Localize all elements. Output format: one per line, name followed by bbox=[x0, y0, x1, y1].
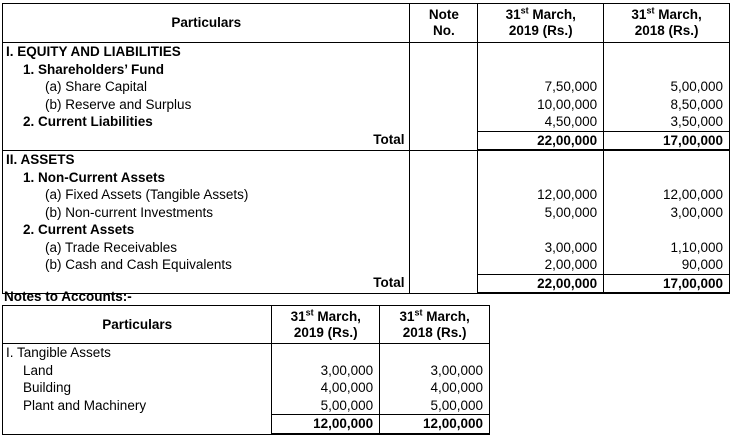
investments-2019: 5,00,000 bbox=[544, 204, 598, 220]
assets-section bbox=[3, 151, 730, 294]
assets-total-2019: 22,00,000 bbox=[478, 274, 603, 294]
non-current-assets-label: 1. Non-Current Assets bbox=[23, 169, 166, 185]
header-2019 bbox=[478, 4, 604, 43]
land-2019: 3,00,000 bbox=[320, 362, 374, 378]
equity-total-2018: 17,00,000 bbox=[604, 131, 729, 151]
notes-header-2018-line2: 2018 (Rs.) bbox=[402, 324, 467, 340]
current-liabilities-2019: 4,50,000 bbox=[544, 114, 598, 129]
share-capital-label: (a) Share Capital bbox=[45, 79, 148, 94]
plant-2019: 5,00,000 bbox=[320, 397, 374, 413]
land-2018: 3,00,000 bbox=[430, 362, 483, 378]
share-capital-2019: 7,50,000 bbox=[544, 79, 598, 94]
equity-total-label: Total bbox=[373, 131, 405, 147]
fixed-assets-2018: 12,00,000 bbox=[662, 187, 723, 202]
investments-2018: 3,00,000 bbox=[670, 204, 723, 220]
building-2018: 4,00,000 bbox=[430, 380, 483, 395]
shareholders-fund-label: 1. Shareholders’ Fund bbox=[23, 61, 165, 77]
assets-note-cell bbox=[410, 151, 478, 294]
equity-title: I. EQUITY AND LIABILITIES bbox=[6, 44, 181, 59]
notes-2018-values bbox=[380, 344, 490, 435]
header-note-no bbox=[410, 4, 478, 43]
notes-2019-values bbox=[272, 344, 380, 435]
header-2019-line2: 2019 (Rs.) bbox=[508, 23, 573, 38]
equity-total-2019: 22,00,000 bbox=[478, 131, 603, 151]
land-label: Land bbox=[23, 362, 54, 378]
tangible-assets-label: I. Tangible Assets bbox=[6, 345, 111, 360]
header-note-line2: No. bbox=[433, 23, 455, 38]
cash-2019: 2,00,000 bbox=[544, 257, 598, 272]
notes-header-2019-line2: 2019 (Rs.) bbox=[293, 324, 358, 340]
notes-total-2019: 12,00,000 bbox=[272, 414, 379, 434]
share-capital-2018: 5,00,000 bbox=[670, 79, 723, 94]
notes-table bbox=[2, 305, 490, 435]
cash-2018: 90,000 bbox=[681, 257, 723, 272]
header-2019-line1: 31st March, bbox=[505, 5, 576, 22]
fixed-assets-2019: 12,00,000 bbox=[537, 187, 598, 202]
plant-2018: 5,00,000 bbox=[430, 397, 483, 413]
assets-2019-values bbox=[478, 151, 604, 294]
assets-total-label: Total bbox=[373, 274, 405, 290]
plant-machinery-label: Plant and Machinery bbox=[23, 397, 147, 413]
equity-note-cell bbox=[410, 43, 478, 151]
assets-particulars bbox=[3, 151, 410, 294]
header-particulars: Particulars bbox=[3, 4, 410, 43]
current-liabilities-2018: 3,50,000 bbox=[670, 114, 723, 129]
receivables-2019: 3,00,000 bbox=[544, 239, 598, 255]
trade-receivables-label: (a) Trade Receivables bbox=[45, 239, 178, 255]
assets-title: II. ASSETS bbox=[6, 152, 75, 167]
notes-body-row bbox=[3, 344, 490, 435]
notes-particulars bbox=[3, 344, 272, 435]
header-2018-line1: 31st March, bbox=[631, 5, 702, 22]
balance-sheet-header-row bbox=[3, 4, 730, 43]
assets-total-2018: 17,00,000 bbox=[604, 274, 729, 294]
notes-header-2018-line1: 31st March, bbox=[399, 307, 470, 324]
receivables-2018: 1,10,000 bbox=[670, 239, 723, 255]
current-liabilities-label: 2. Current Liabilities bbox=[23, 114, 153, 129]
notes-header-particulars: Particulars bbox=[3, 306, 272, 344]
header-2018 bbox=[604, 4, 730, 43]
building-2019: 4,00,000 bbox=[320, 380, 374, 395]
header-2018-line2: 2018 (Rs.) bbox=[634, 23, 699, 38]
balance-sheet-table bbox=[2, 3, 730, 294]
notes-title: Notes to Accounts:- bbox=[4, 289, 132, 304]
equity-2019-values bbox=[478, 43, 604, 151]
notes-header-2018 bbox=[380, 306, 490, 344]
header-note-line1: Note bbox=[428, 7, 459, 22]
notes-header-row bbox=[3, 306, 490, 344]
reserve-2018: 8,50,000 bbox=[670, 96, 723, 112]
current-assets-label: 2. Current Assets bbox=[23, 222, 135, 237]
reserve-2019: 10,00,000 bbox=[537, 96, 598, 112]
assets-2018-values bbox=[604, 151, 730, 294]
building-label: Building bbox=[23, 380, 72, 395]
notes-header-2019 bbox=[272, 306, 380, 344]
reserve-surplus-label: (b) Reserve and Surplus bbox=[45, 96, 192, 112]
notes-header-2019-line1: 31st March, bbox=[290, 307, 361, 324]
equity-section bbox=[3, 43, 730, 151]
investments-label: (b) Non-current Investments bbox=[45, 204, 214, 220]
equity-2018-values bbox=[604, 43, 730, 151]
cash-label: (b) Cash and Cash Equivalents bbox=[45, 257, 232, 272]
fixed-assets-label: (a) Fixed Assets (Tangible Assets) bbox=[45, 187, 249, 202]
notes-total-2018: 12,00,000 bbox=[380, 414, 489, 434]
equity-particulars bbox=[3, 43, 410, 151]
